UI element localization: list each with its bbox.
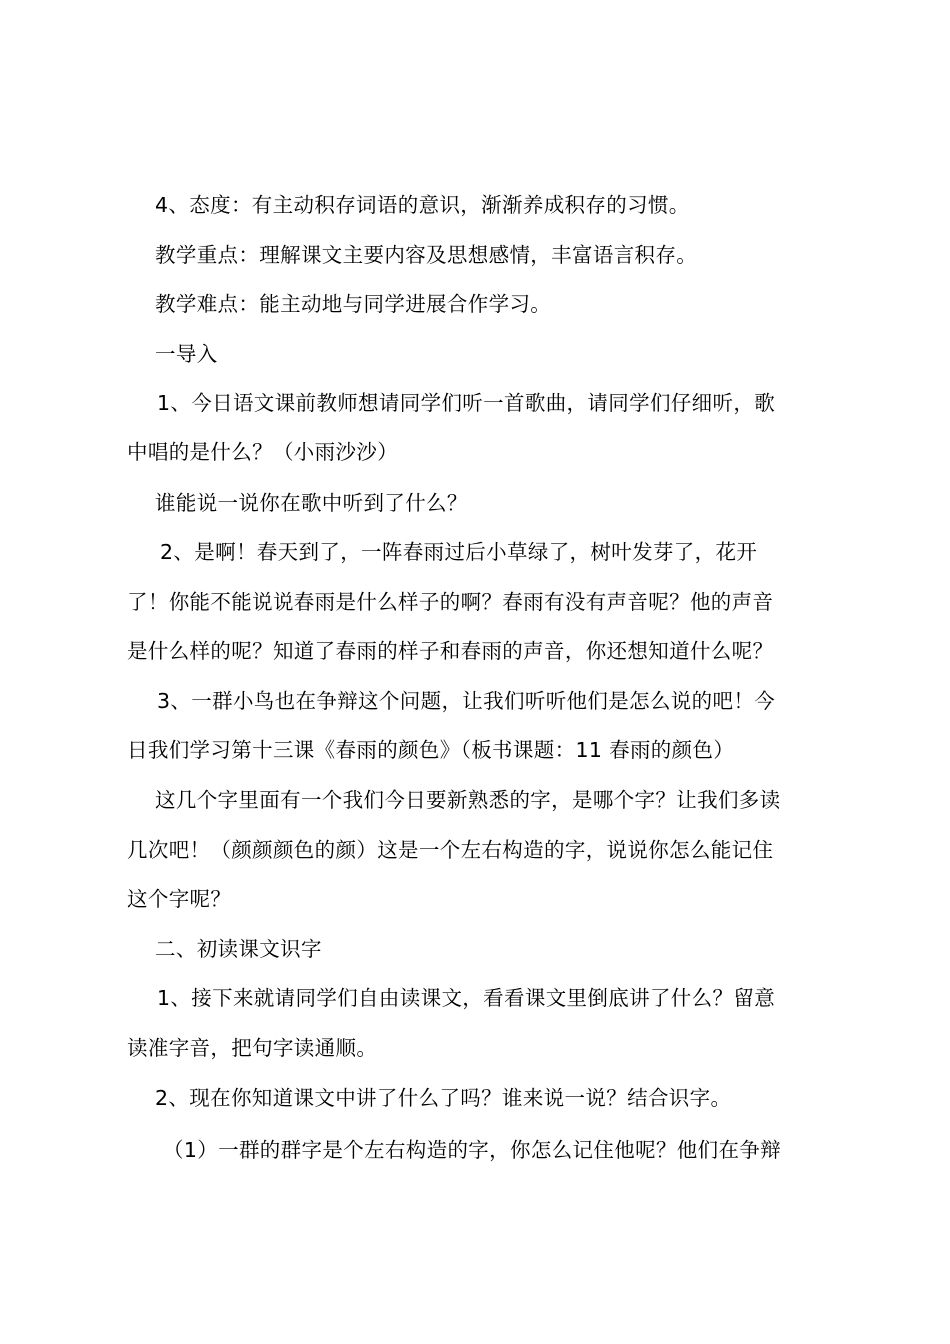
paragraph-line: 这个字呢？ <box>127 887 232 911</box>
paragraph-line: 中唱的是什么？（小雨沙沙） <box>127 440 399 464</box>
paragraph-line: 几次吧！（颜颜颜色的颜）这是一个左右构造的字，说说你怎么能记住 <box>127 838 774 862</box>
paragraph-line: 1、今日语文课前教师想请同学们听一首歌曲，请同学们仔细听，歌 <box>157 391 776 415</box>
paragraph-line: 是什么样的呢？知道了春雨的样子和春雨的声音，你还想知道什么呢？ <box>127 639 774 663</box>
paragraph-line: 3、一群小鸟也在争辩这个问题，让我们听听他们是怎么说的吧！今 <box>157 689 776 713</box>
paragraph-line: 4、态度：有主动积存词语的意识，渐渐养成积存的习惯。 <box>155 193 690 217</box>
section-heading: 一导入 <box>155 342 218 366</box>
paragraph-line: 了！你能不能说说春雨是什么样子的啊？春雨有没有声音呢？他的声音 <box>127 590 774 614</box>
paragraph-line: （1）一群的群字是个左右构造的字，你怎么记住他呢？他们在争辩 <box>163 1138 782 1162</box>
paragraph-line: 2、现在你知道课文中讲了什么了吗？谁来说一说？结合识字。 <box>155 1086 732 1110</box>
section-heading: 二、初读课文识字 <box>155 937 322 961</box>
paragraph-line: 日我们学习第十三课《春雨的颜色》（板书课题：11 春雨的颜色） <box>127 738 735 762</box>
paragraph-line: 读准字音，把句字读通顺。 <box>127 1036 378 1060</box>
paragraph-line: 教学重点：理解课文主要内容及思想感情，丰富语言积存。 <box>155 243 698 267</box>
paragraph-line: 1、接下来就请同学们自由读课文，看看课文里倒底讲了什么？留意 <box>157 986 776 1010</box>
paragraph-line: 教学难点：能主动地与同学进展合作学习。 <box>155 292 552 316</box>
paragraph-line: 谁能说一说你在歌中听到了什么？ <box>155 491 468 515</box>
paragraph-line: 2、是啊！春天到了，一阵春雨过后小草绿了，树叶发芽了，花开 <box>160 540 758 564</box>
paragraph-line: 这几个字里面有一个我们今日要新熟悉的字，是哪个字？让我们多读 <box>155 788 781 812</box>
